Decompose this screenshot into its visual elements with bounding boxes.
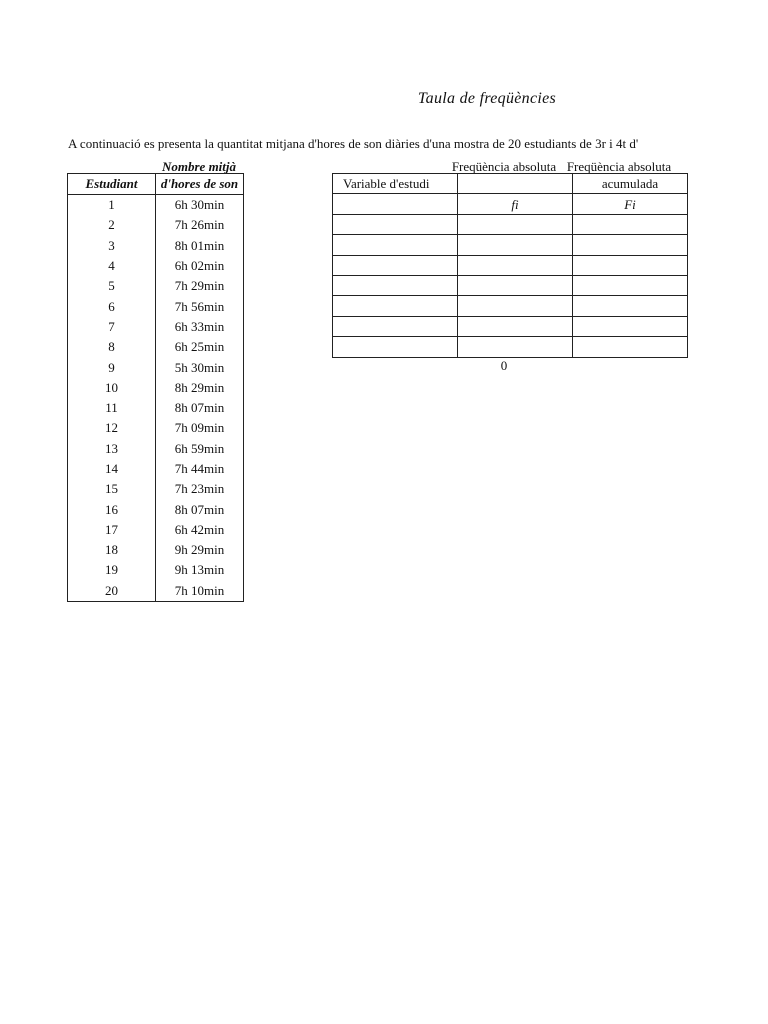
table-row (68, 560, 244, 580)
frequency-cell[interactable] (333, 235, 458, 255)
table-row (68, 378, 244, 398)
frequency-cell[interactable] (573, 337, 688, 357)
student-number-cell[interactable]: 14 (68, 459, 156, 479)
frequency-cell[interactable] (333, 214, 458, 234)
sleep-hours-cell[interactable]: 8h 29min (156, 378, 244, 398)
sleep-hours-cell[interactable]: 8h 01min (156, 236, 244, 256)
student-number-cell[interactable]: 9 (68, 357, 156, 377)
sleep-hours-cell[interactable]: 7h 10min (156, 581, 244, 602)
sleep-hours-cell[interactable]: 8h 07min (156, 499, 244, 519)
frequency-cell[interactable] (458, 337, 573, 357)
table-row (68, 215, 244, 235)
table-row (68, 459, 244, 479)
student-number-cell[interactable]: 15 (68, 479, 156, 499)
student-number-cell[interactable]: 17 (68, 520, 156, 540)
table-row (68, 317, 244, 337)
frequency-cell[interactable] (573, 235, 688, 255)
student-number-cell[interactable]: 1 (68, 195, 156, 216)
frequency-row (333, 316, 688, 336)
table-row (68, 439, 244, 459)
sleep-hours-cell[interactable]: 6h 02min (156, 256, 244, 276)
student-number-cell[interactable]: 10 (68, 378, 156, 398)
student-number-cell[interactable]: 16 (68, 499, 156, 519)
student-number-cell[interactable]: 4 (68, 256, 156, 276)
sleep-hours-cell[interactable]: 6h 42min (156, 520, 244, 540)
table-row (68, 337, 244, 357)
intro-text: A continuació es presenta la quantitat mitjana d'hores de son diàries d'una mostra de 20 estudiants de 3r i 4t d' (68, 136, 639, 151)
table-row (68, 357, 244, 377)
symbol-Fi[interactable]: Fi (573, 194, 688, 214)
table-row (68, 398, 244, 418)
sleep-hours-cell[interactable]: 8h 07min (156, 398, 244, 418)
frequency-cell[interactable] (458, 316, 573, 336)
frequency-cell[interactable] (458, 214, 573, 234)
frequency-cell[interactable] (573, 275, 688, 295)
sleep-hours-cell[interactable]: 9h 29min (156, 540, 244, 560)
sleep-hours-cell[interactable]: 6h 59min (156, 439, 244, 459)
frequency-cell[interactable] (458, 255, 573, 275)
sleep-hours-cell[interactable]: 7h 56min (156, 296, 244, 316)
sum-value: 0 (500, 358, 508, 373)
frequency-table (332, 173, 688, 358)
frequency-header-row (333, 174, 688, 194)
student-number-cell[interactable]: 6 (68, 296, 156, 316)
frequency-cell[interactable] (458, 296, 573, 316)
sleep-hours-cell[interactable]: 7h 26min (156, 215, 244, 235)
student-number-cell[interactable]: 18 (68, 540, 156, 560)
column-header-cumulative[interactable]: acumulada (573, 174, 688, 194)
frequency-row (333, 214, 688, 234)
table-row (68, 418, 244, 438)
frequency-cell[interactable] (573, 214, 688, 234)
right-table-header-over-cum: Freqüència absoluta (566, 159, 672, 174)
right-table-header-over-abs: Freqüència absoluta (451, 159, 557, 174)
frequency-row (333, 255, 688, 275)
frequency-cell[interactable] (333, 255, 458, 275)
student-number-cell[interactable]: 19 (68, 560, 156, 580)
frequency-cell[interactable] (333, 337, 458, 357)
frequency-cell[interactable] (458, 235, 573, 255)
frequency-cell[interactable] (573, 316, 688, 336)
symbol-fi[interactable]: fi (458, 194, 573, 214)
sleep-hours-cell[interactable]: 7h 44min (156, 459, 244, 479)
sleep-hours-cell[interactable]: 7h 29min (156, 276, 244, 296)
frequency-row (333, 275, 688, 295)
student-number-cell[interactable]: 8 (68, 337, 156, 357)
student-number-cell[interactable]: 7 (68, 317, 156, 337)
sleep-hours-table-body (68, 195, 244, 602)
table-row (68, 296, 244, 316)
sleep-hours-cell[interactable]: 7h 09min (156, 418, 244, 438)
sleep-hours-cell[interactable]: 7h 23min (156, 479, 244, 499)
table-row (68, 520, 244, 540)
student-number-cell[interactable]: 13 (68, 439, 156, 459)
sleep-hours-cell[interactable]: 6h 30min (156, 195, 244, 216)
sleep-hours-cell[interactable]: 9h 13min (156, 560, 244, 580)
table-row (68, 479, 244, 499)
page-title: Taula de freqüències (417, 90, 557, 107)
student-number-cell[interactable]: 11 (68, 398, 156, 418)
frequency-cell[interactable] (333, 296, 458, 316)
frequency-cell[interactable] (333, 316, 458, 336)
frequency-cell[interactable] (573, 296, 688, 316)
frequency-row (333, 296, 688, 316)
sleep-hours-table (67, 173, 244, 602)
column-header-student: Estudiant (68, 174, 156, 195)
column-header-hours: d'hores de son (156, 174, 244, 195)
sleep-hours-cell[interactable]: 6h 33min (156, 317, 244, 337)
frequency-row (333, 235, 688, 255)
column-header-abs-blank[interactable] (458, 174, 573, 194)
student-number-cell[interactable]: 12 (68, 418, 156, 438)
table-row (68, 256, 244, 276)
table-row (68, 195, 244, 216)
frequency-cell[interactable] (333, 275, 458, 295)
column-header-variable[interactable]: Variable d'estudi (333, 174, 458, 194)
table-header-row (68, 174, 244, 195)
sleep-hours-cell[interactable]: 6h 25min (156, 337, 244, 357)
table-row (68, 540, 244, 560)
frequency-table-body (333, 174, 688, 358)
frequency-cell[interactable] (458, 275, 573, 295)
student-number-cell[interactable]: 3 (68, 236, 156, 256)
table-row (68, 276, 244, 296)
cell-blank[interactable] (333, 194, 458, 214)
frequency-cell[interactable] (573, 255, 688, 275)
left-table-header-over: Nombre mitjà (161, 159, 237, 174)
student-number-cell[interactable]: 20 (68, 581, 156, 602)
table-row (68, 236, 244, 256)
frequency-symbol-row (333, 194, 688, 214)
sleep-hours-cell[interactable]: 5h 30min (156, 357, 244, 377)
table-row (68, 499, 244, 519)
table-row (68, 581, 244, 602)
frequency-row (333, 337, 688, 357)
student-number-cell[interactable]: 5 (68, 276, 156, 296)
student-number-cell[interactable]: 2 (68, 215, 156, 235)
